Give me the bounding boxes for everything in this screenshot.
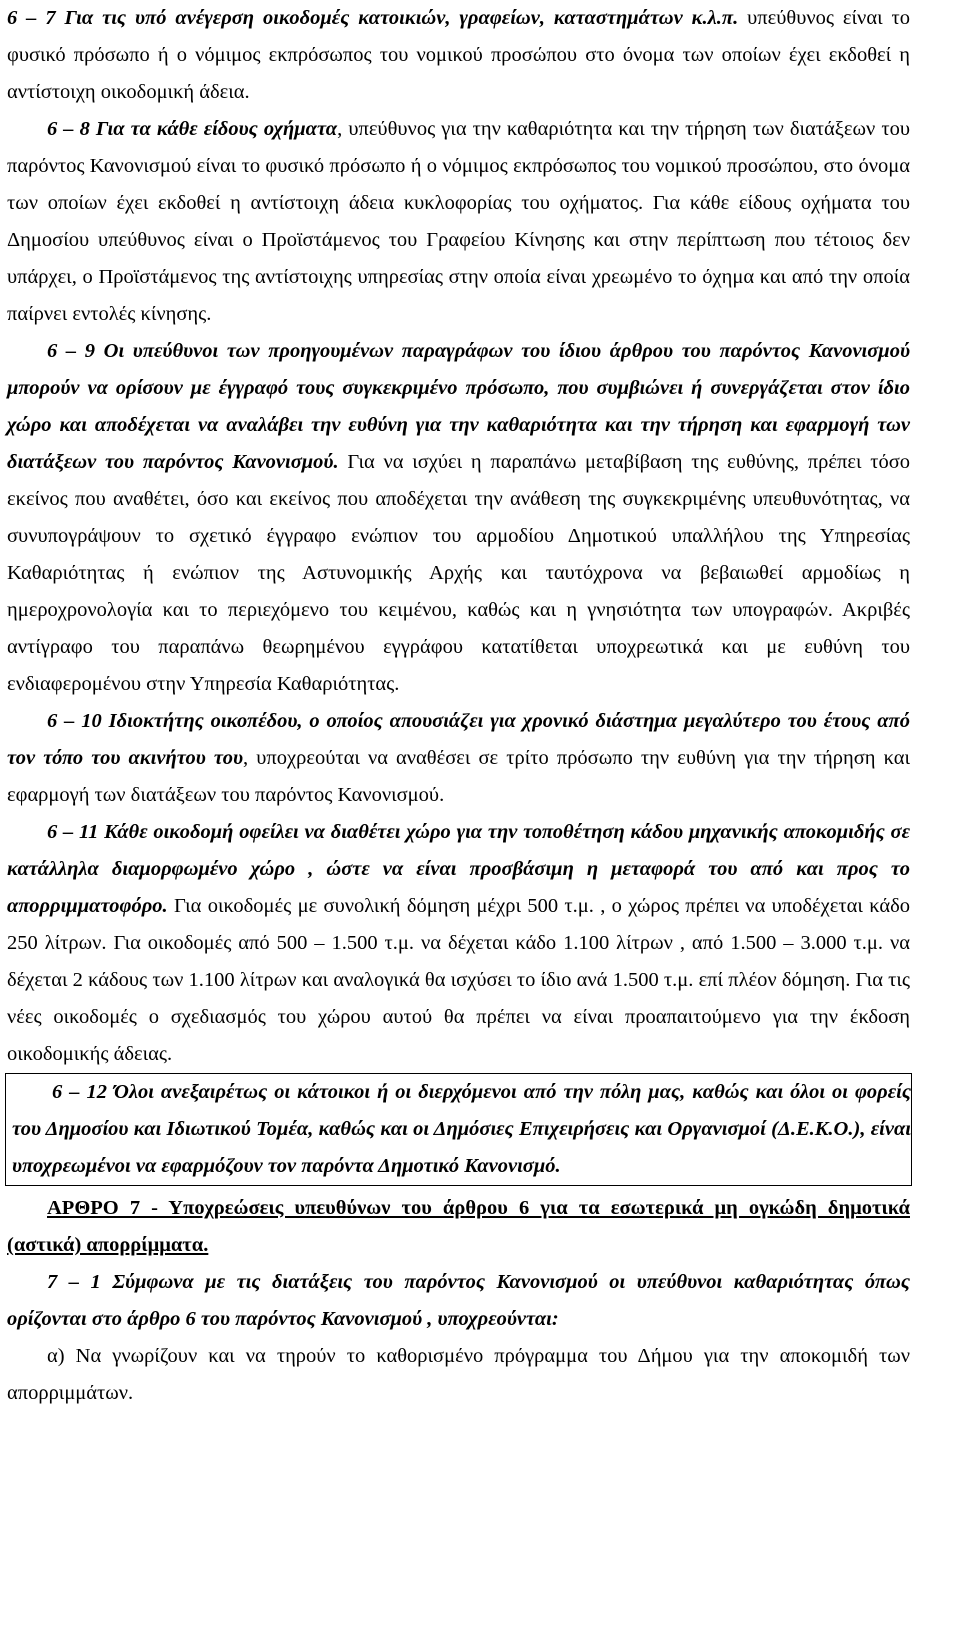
article-7-title: ΑΡΘΡΟ 7 - Υποχρεώσεις υπευθύνων του άρθρου 6 για τα εσωτερικά μη ογκώδη δημοτικά (αστικά) απορρίμματα.: [7, 1197, 910, 1256]
paragraph-6-9-heading: 6 – 9 Οι υπεύθυνοι των προηγουμένων παραγράφων του ίδιου άρθρου του παρόντος Κανονισμού μπορούν να ορίσουν με έγγραφό τους συγκεκριμένο πρόσωπο, που συμβιώνει ή συνεργάζεται στον ίδιο χώρο και αποδέχεται να αναλάβει την ευθύνη για την καθαριότητα και την τήρηση και εφαρμογή των διατάξεων του παρόντος Κανονισμού.: [7, 340, 910, 473]
list-item-a: α) Να γνωρίζουν και να τηρούν το καθορισμένο πρόγραμμα του Δήμου για την αποκομιδή των απορριμμάτων.: [7, 1345, 910, 1404]
paragraph-6-9-text: Για να ισχύει η παραπάνω μεταβίβαση της ευθύνης, πρέπει τόσο εκείνος που αναθέτει, όσο και εκείνος που αποδέχεται την ανάθεση της συγκεκριμένης υπευθυνότητας, να συνυπογράψουν το σχετικό έγγραφο ενώπιον του αρμοδίου Δημοτικού υπαλλήλου της Υπηρεσίας Καθαριότητας ή ενώπιον της Αστυνομικής Αρχής και ταυτόχρονα να βεβαιωθεί αρμοδίως η ημεροχρονολογία και το περιεχόμενο του κειμένου, καθώς και η γνησιότητα των υπογραφών. Ακριβές αντίγραφο του παραπάνω θεωρημένου εγγράφου κατατίθεται υποχρεωτικά και με ευθύνη του ενδιαφερομένου στην Υπηρεσία Καθαριότητας.: [7, 451, 910, 695]
paragraph-6-8-heading: 6 – 8 Για τα κάθε είδους οχήματα: [47, 118, 338, 140]
paragraph-6-11-text: Για οικοδομές με συνολική δόμηση μέχρι 500 τ.μ. , ο χώρος πρέπει να υποδέχεται κάδο 250 λίτρων. Για οικοδομές από 500 – 1.500 τ.μ. να δέχεται κάδο 1.100 λίτρων , από 1.500 – 3.000 τ.μ. να δέχεται 2 κάδους των 1.100 λίτρων και αναλογικά θα ισχύσει το ίδιο ανά 1.500 τ.μ. επί πλέον δόμηση. Για τις νέες οικοδομές ο σχεδιασμός του χώρου αυτού θα πρέπει να είναι προαπαιτούμενο για την έκδοση οικοδομικής άδειας.: [7, 895, 910, 1065]
paragraph-6-10: [7, 703, 910, 814]
paragraph-6-7-text: υπεύθυνος είναι το φυσικό πρόσωπο ή ο νόμιμος εκπρόσωπος του νομικού προσώπου στο όνομα των οποίων έχει εκδοθεί η αντίστοιχη οικοδομική άδεια.: [7, 7, 911, 103]
paragraph-6-9: [7, 333, 910, 703]
paragraph-7-1: [7, 1264, 910, 1338]
paragraph-6-10-text: , υποχρεούται να αναθέσει σε τρίτο πρόσωπο την ευθύνη για την τήρηση και εφαρμογή των διατάξεων του παρόντος Κανονισμού.: [7, 747, 910, 806]
paragraph-6-12-heading: 6 – 12 Όλοι ανεξαιρέτως οι κάτοικοι ή οι διερχόμενοι από την πόλη μας, καθώς και όλοι οι φορείς του Δημοσίου και Ιδιωτικού Τομέα, καθώς και οι Δημόσιες Επιχειρήσεις και Οργανισμοί (Δ.Ε.Κ.Ο.), είναι υποχρεωμένοι να εφαρμόζουν τον παρόντα Δημοτικό Κανονισμό.: [12, 1081, 911, 1177]
paragraph-6-8: [7, 111, 910, 333]
paragraph-6-12-box: [5, 1073, 912, 1186]
paragraph-6-11: [7, 814, 910, 1073]
document-page: [7, 0, 910, 1412]
paragraph-6-7-heading: 6 – 7 Για τις υπό ανέγερση οικοδομές κατοικιών, γραφείων, καταστημάτων κ.λ.π.: [7, 7, 739, 29]
paragraph-7-1-heading: 7 – 1 Σύμφωνα με τις διατάξεις του παρόντος Κανονισμού οι υπεύθυνοι καθαριότητας όπως ορίζονται στο άρθρο 6 του παρόντος Κανονισμού , υποχρεούνται:: [7, 1271, 910, 1330]
paragraph-6-11-heading: 6 – 11 Κάθε οικοδομή οφείλει να διαθέτει χώρο για την τοποθέτηση κάδου μηχανικής αποκομιδής σε κατάλληλα διαμορφωμένο χώρο , ώστε να είναι προσβάσιμη η μεταφορά του από και προς το απορριμματοφόρο.: [7, 821, 910, 917]
paragraph-6-8-text: , υπεύθυνος για την καθαριότητα και την τήρηση των διατάξεων του παρόντος Κανονισμού είναι το φυσικό πρόσωπο ή ο νόμιμος εκπρόσωπος του νομικού προσώπου, στο όνομα των οποίων έχει εκδοθεί η αντίστοιχη άδεια κυκλοφορίας του οχήματος. Για κάθε είδους οχήματα του Δημοσίου υπεύθυνος είναι ο Προϊστάμενος του Γραφείου Κίνησης και στην περίπτωση που τέτοιος δεν υπάρχει, ο Προϊστάμενος της αντίστοιχης υπηρεσίας στην οποία είναι χρεωμένο το όχημα και από την οποία παίρνει εντολές κίνησης.: [7, 118, 910, 325]
paragraph-6-10-heading: 6 – 10 Ιδιοκτήτης οικοπέδου, ο οποίος απουσιάζει για χρονικό διάστημα μεγαλύτερο του έτους από τον τόπο του ακινήτου του: [7, 710, 910, 769]
paragraph-6-7: [7, 0, 910, 111]
